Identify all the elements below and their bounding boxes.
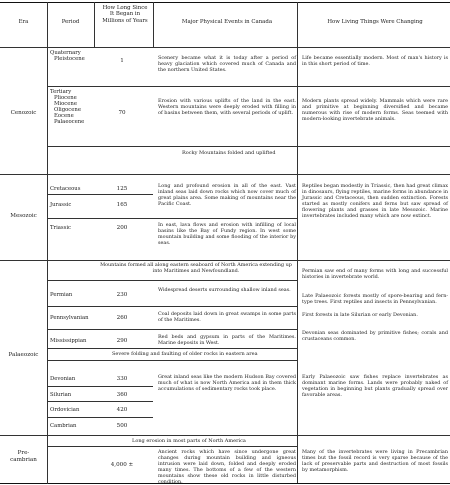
events-pennsylvanian: Coal deposits laid down in great swamps in some parts of the Maritimes. <box>158 311 296 324</box>
life-mesozoic: Reptiles began modestly in Triassic, then had great climax in dinosaurs, flying reptiles, marine forms in abundance in Jurassic and Cretaceous, then sudden extinction. Forests started as mostly conifers and ferns but saw spread of flowering plants and grasses in late Mesozoic. Marine invertebrates included many which are now extinct. <box>302 183 448 220</box>
years-cambrian: 500 <box>116 423 128 429</box>
rule-mountains-band-bottom <box>47 280 297 281</box>
years-cretaceous: 125 <box>116 186 128 192</box>
events-mississippian: Red beds and gypsum in parts of the Maritimes. Marine deposits in West. <box>158 334 296 347</box>
rule-jurassic-triassic <box>47 218 297 219</box>
rule-permian-pennsylvanian <box>47 306 297 307</box>
years-devonian: 330 <box>116 376 128 382</box>
header-duration: How Long Since It Began in Millions of Years <box>102 5 148 24</box>
header-era: Era <box>18 19 29 25</box>
events-quaternary: Scenery became what it is today after a period of heavy glaciation which covered much of Canada and the northern United States. <box>158 55 296 74</box>
life-devonian: Devonian seas dominated by primitive fishes; corals and crustaceans common. <box>302 330 448 343</box>
years-ordovician: 420 <box>116 407 128 413</box>
events-triassic: In east, lava flows and erosion with infilling of local basins like the Bay of Fundy region. In west some mountain building and some flooding of the interior by seas. <box>158 222 296 247</box>
epoch-pliocene: Pliocene <box>54 95 77 101</box>
header-bottom-rule <box>0 47 450 48</box>
epoch-eocene: Eocene <box>54 113 74 119</box>
life-precambrian: Many of the invertebrates were living in Precambrian times but the fossil record is very sparse because of the lack of preservable parts and destruction of most fossils by metamorphism. <box>302 449 448 474</box>
life-late-palaeozoic: Late Palaeozoic forests mostly of spore-bearing and fern-type trees. First reptiles and insects in Pennsylvanian. <box>302 293 448 306</box>
period-silurian: Silurian <box>50 392 72 398</box>
cenozoic-bottom-rule <box>0 174 450 175</box>
col-divider-physical-header <box>297 2 298 47</box>
events-precambrian: Ancient rocks which have since undergone great changes during mountain building and igneous intrusion were laid down, folded and deeply eroded many times. The bottoms of a few of the western mountains show these old rocks in little disturbed condition. <box>158 449 296 485</box>
life-first-forests: First forests in late Silurian or early Devonian. <box>302 312 418 318</box>
events-tertiary: Erosion with various uplifts of the land in the east. Western mountains were deeply eroded with filling in of basins between them, with several periods of uplift. <box>158 98 296 117</box>
col-divider-period-header <box>94 2 95 47</box>
years-mississippian: 290 <box>116 338 128 344</box>
period-cambrian: Cambrian <box>50 423 77 429</box>
events-permian: Widespread deserts surrounding shallow inland seas. <box>158 287 291 293</box>
col-divider-duration-header <box>153 2 154 47</box>
era-mesozoic: Mesozoic <box>10 213 37 219</box>
band-severe-folding: Severe folding and faulting of older rocks in eastern area <box>112 351 258 357</box>
years-permian: 230 <box>116 292 128 298</box>
period-ordovician: Ordovician <box>50 407 80 413</box>
rule-cretaceous-jurassic <box>47 194 153 195</box>
epoch-pleistocene: Pleistocene <box>54 56 85 62</box>
life-early-palaeozoic: Early Palaeozoic saw fishes replace invertebrates as dominant marine forms. Lands were probably naked of vegetation in beginning but plants gradually spread over favorable areas. <box>302 374 448 399</box>
band-long-erosion: Long erosion in most parts of North America <box>132 438 246 444</box>
table-top-rule <box>0 2 450 3</box>
period-triassic: Triassic <box>50 225 72 231</box>
years-jurassic: 165 <box>116 202 128 208</box>
header-physical: Major Physical Events in Canada <box>181 19 273 25</box>
years-precambrian: 4,000 ± <box>110 462 134 468</box>
header-living: How Living Things Were Changing <box>327 19 423 25</box>
rule-cambrian-bottom <box>47 435 450 436</box>
era-precambrian-line2: cambrian <box>10 457 37 463</box>
years-pennsylvanian: 260 <box>116 315 128 321</box>
years-silurian: 360 <box>116 392 128 398</box>
years-triassic: 200 <box>116 225 128 231</box>
years-tertiary: 70 <box>118 110 126 116</box>
era-palaeozoic: Palaeozoic <box>8 352 39 358</box>
period-jurassic: Jurassic <box>50 202 72 208</box>
life-quaternary: Life became essentially modern. Most of man's history is in this short period of time. <box>302 55 448 68</box>
era-precambrian-line1: Pre- <box>17 450 30 456</box>
rule-quaternary-tertiary <box>47 86 450 87</box>
col-divider-physical <box>297 47 298 483</box>
era-cenozoic: Cenozoic <box>10 110 37 116</box>
period-permian: Permian <box>50 292 73 298</box>
period-mississippian: Mississippian <box>50 338 87 344</box>
events-early-palaeozoic: Great inland seas like the modern Hudson Bay covered much of what is now North America and in them thick accumulations of sedimentary rocks took place. <box>158 374 296 393</box>
rule-severe-band-bottom <box>47 360 297 361</box>
rule-mississippian-bottom <box>47 348 297 349</box>
rule-pennsylvanian-mississippian <box>47 329 297 330</box>
period-quaternary: Quaternary <box>50 50 81 56</box>
rule-erosion-band-bottom <box>47 446 297 447</box>
mesozoic-bottom-rule <box>0 260 450 261</box>
epoch-palaeocene: Palaeocene <box>54 119 85 125</box>
period-pennsylvanian: Pennsylvanian <box>50 315 89 321</box>
rule-tertiary-bottom <box>47 146 450 147</box>
band-rocky-mountains: Rocky Mountains folded and uplifted <box>182 150 276 156</box>
col-divider-era <box>47 2 48 484</box>
rule-devonian-silurian <box>47 386 153 387</box>
rule-ordovician-cambrian <box>47 417 153 418</box>
epoch-miocene: Miocene <box>54 101 77 107</box>
rule-silurian-ordovician <box>47 401 153 402</box>
events-cretaceous-jurassic: Long and profound erosion in all of the east. Vast inland seas laid down rocks which now cover much of great plains area. Some making of mountains near the Pacific Coast. <box>158 183 296 208</box>
period-tertiary: Tertiary <box>50 89 72 95</box>
period-devonian: Devonian <box>50 376 76 382</box>
life-permian: Permian saw end of many forms with long and successful histories in invertebrate world. <box>302 268 448 281</box>
epoch-oligocene: Oligocene <box>54 107 81 113</box>
band-eastern-mountains: Mountains formed all along eastern seaboard of North America extending up into Maritimes and Newfoundland. <box>100 262 292 275</box>
life-tertiary: Modern plants spread widely. Mammals which were rare and primitive at beginning diversified and became numerous with rise of modern forms. Seas teemed with modern-looking invertebrate animals. <box>302 98 448 123</box>
period-cretaceous: Cretaceous <box>50 186 81 192</box>
header-period: Period <box>61 19 80 25</box>
years-quaternary: 1 <box>120 58 124 64</box>
